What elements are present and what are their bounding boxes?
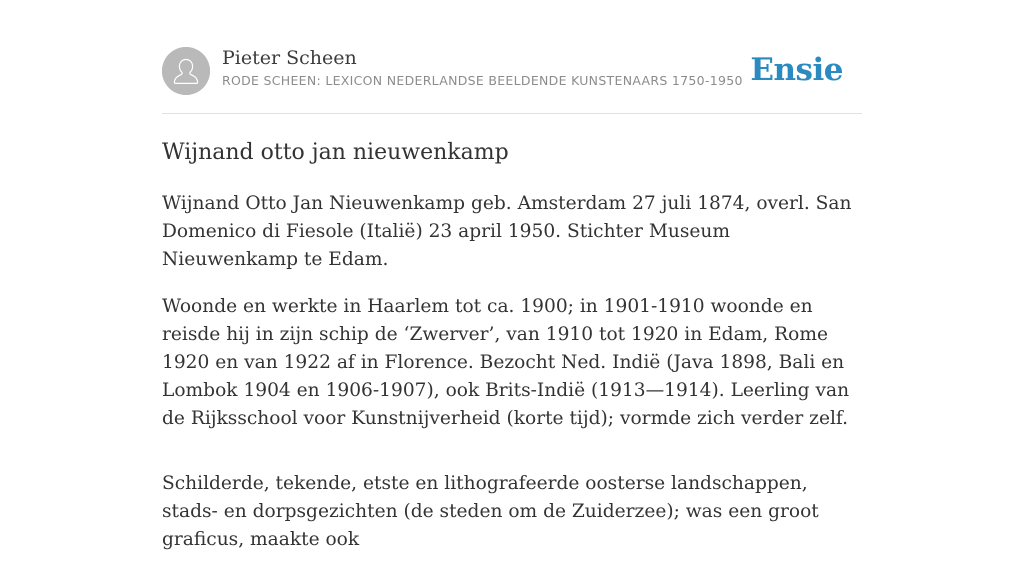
user-silhouette-icon [162, 47, 210, 95]
article-title: Wijnand otto jan nieuwenkamp [162, 140, 509, 165]
paragraph: Wijnand Otto Jan Nieuwenkamp geb. Amsterdam 27 juli 1874, overl. San Domenico di Fiesole (Italië) 23 april 1950. Stichter Museum Nieuwenkamp te Edam. [162, 193, 852, 270]
avatar[interactable] [162, 47, 210, 95]
source-name[interactable]: RODE SCHEEN: LEXICON NEDERLANDSE BEELDENDE KUNSTENAARS 1750-1950 [222, 73, 743, 88]
author-block [222, 45, 743, 88]
paragraph: Schilderde, tekende, etste en lithografeerde oosterse landschappen, stads- en dorpsgezichten (de steden om de Zuiderzee); was een groot graficus, maakte ook [162, 473, 819, 550]
ensie-logo[interactable]: Ensie [750, 52, 843, 88]
header [162, 0, 862, 114]
article-body [162, 190, 862, 573]
page-container [162, 0, 862, 550]
author-name[interactable]: Pieter Scheen [222, 47, 357, 69]
paragraph: Woonde en werkte in Haarlem tot ca. 1900; in 1901-1910 woonde en reisde hij in zijn schip de ‘Zwerver’, van 1910 tot 1920 in Edam, Rome 1920 en van 1922 af in Florence. Bezocht Ned. Indië (Java 1898, Bali en Lombok 1904 en 1906-1907), ook Brits-Indië (1913—1914). Leerling van de Rijksschool voor Kunstnijverheid (korte tijd); vormde zich verder zelf. [162, 296, 850, 429]
